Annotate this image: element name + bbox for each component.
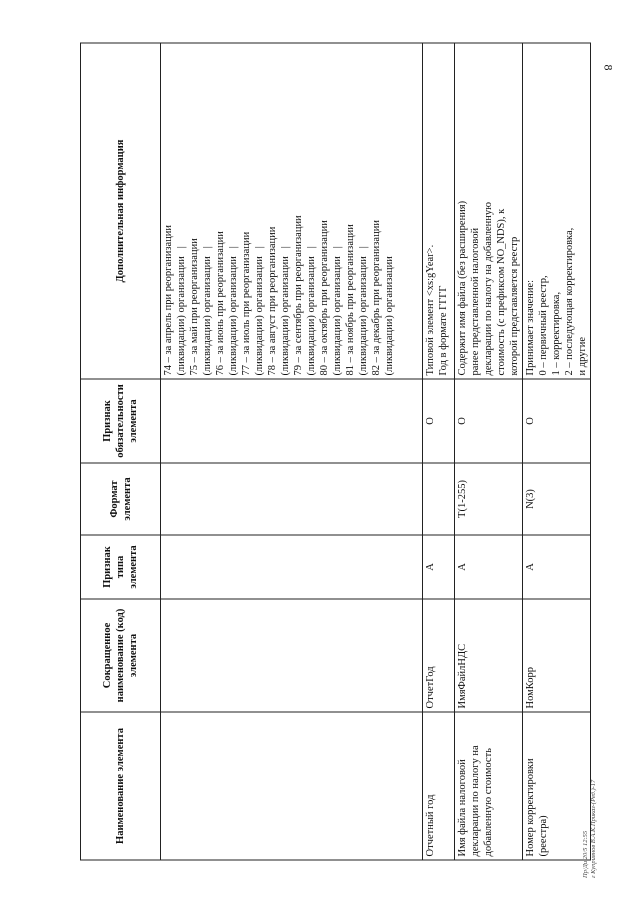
table-row [455, 43, 523, 860]
cell-required: О [455, 379, 523, 463]
info-line: Год в формате ГГГГ [438, 285, 449, 375]
info-line: и другие [577, 336, 588, 375]
cell-format [423, 463, 455, 535]
info-line: стоимость (с префиксом NO_NDS), к [496, 208, 507, 375]
header-type: Признак типа элемента [81, 535, 161, 599]
table-row [161, 43, 423, 860]
cell-format: N(3) [523, 463, 591, 535]
table-header-row [81, 43, 161, 860]
info-line: 81 – за ноябрь при реорганизации [345, 223, 356, 375]
cell-type [161, 535, 423, 599]
info-line: Содержит имя файла (без расширения) [457, 200, 468, 375]
info-line: (ликвидации) организации [384, 255, 395, 375]
cell-info [161, 43, 423, 379]
info-line: (ликвидации) организации | [254, 245, 265, 375]
footer-note-line: г Куприянов В.А.К.Приказ-(Ред.)-17 [590, 779, 597, 878]
info-line: 1 – корректировка, [551, 291, 562, 375]
cell-type: А [523, 535, 591, 599]
info-line: 79 – за сентябрь при реорганизации [293, 214, 304, 375]
info-line: 77 – за июль при реорганизации [241, 231, 252, 375]
cell-info [455, 43, 523, 379]
header-element-name: Наименование элемента [81, 712, 161, 860]
page-number [600, 56, 616, 78]
cell-format: T(1-255) [455, 463, 523, 535]
table-row [423, 43, 455, 860]
cell-format [161, 463, 423, 535]
info-line: Типовой элемент <xs:gYear>. [425, 244, 436, 375]
header-info: Дополнительная информация [81, 43, 161, 379]
cell-element-name: Имя файла налоговой декларации по налогу на добавленную стоимость [455, 712, 523, 860]
info-line: 0 – первичный реестр, [538, 274, 549, 375]
info-line: 74 – за апрель при реорганизации [163, 224, 174, 375]
cell-required: О [523, 379, 591, 463]
cell-element-name [161, 712, 423, 860]
info-line: 82 – за декабрь при реорганизации [371, 219, 382, 375]
cell-required [161, 379, 423, 463]
cell-info [523, 43, 591, 379]
page-number-text: 8 [601, 64, 616, 70]
cell-required: О [423, 379, 455, 463]
info-line: (ликвидации) организации | [306, 245, 317, 375]
info-line: (ликвидации) организации | [332, 245, 343, 375]
info-line: которой представляется реестр [509, 236, 520, 375]
cell-type: А [423, 535, 455, 599]
info-line: (ликвидации) организации | [202, 245, 213, 375]
info-line: 78 – за август при реорганизации [267, 226, 278, 375]
footer-note [582, 758, 608, 878]
header-required: Признак обязательности элемента [81, 379, 161, 463]
footer-note-line: Пр/Ди 20/5 12:55 [582, 830, 589, 878]
header-format: Формат элемента [81, 463, 161, 535]
info-line: 80 – за октябрь при реорганизации [319, 219, 330, 375]
info-line: 76 – за июнь при реорганизации [215, 230, 226, 375]
info-line: (ликвидации) организации | [228, 245, 239, 375]
cell-type: А [455, 535, 523, 599]
info-line: ранее представленной налоговой [470, 227, 481, 375]
info-line: (ликвидации) организации | [358, 245, 369, 375]
cell-info [423, 43, 455, 379]
info-line: декларации по налогу на добавленную [483, 201, 494, 375]
elements-table [80, 42, 591, 860]
info-line: Принимает значение: [525, 279, 536, 375]
info-line: (ликвидации) организации | [280, 245, 291, 375]
cell-element-name: Номер корректировки (реестра) [523, 712, 591, 860]
table-row [523, 43, 591, 860]
cell-element-name: Отчетный год [423, 712, 455, 860]
cell-short-name: ИмяФайлНДС [455, 599, 523, 712]
cell-short-name [161, 599, 423, 712]
info-line: (ликвидации) организации | [176, 245, 187, 375]
cell-short-name: ОтчетГод [423, 599, 455, 712]
header-short-name: Сокращенное наименование (код) элемента [81, 599, 161, 712]
info-line: 75 – за май при реорганизации [189, 237, 200, 375]
cell-short-name: НомКорр [523, 599, 591, 712]
info-line: 2 – последующая корректировка, [564, 227, 575, 375]
